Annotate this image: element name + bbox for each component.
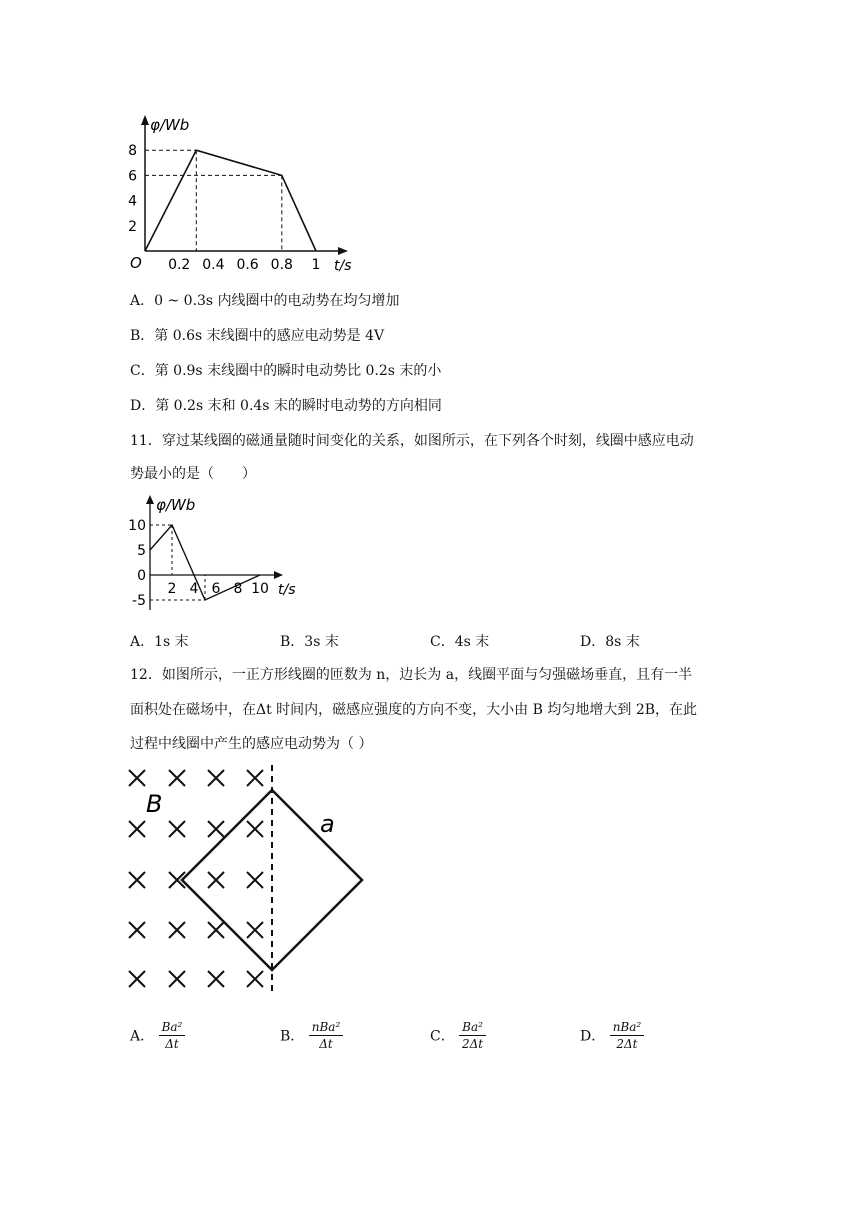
q12-stem-line1: 12．如图所示，一正方形线圈的匝数为 n，边长为 a，线圈平面与匀强磁场垂直，且有一半 xyxy=(130,667,693,683)
y-tick-label: 0 xyxy=(137,568,146,584)
x-tick-label: 4 xyxy=(189,581,199,597)
field-cross-icon xyxy=(208,770,224,786)
x-tick-label: 8 xyxy=(233,581,243,597)
field-cross-icon xyxy=(129,872,145,888)
q11-option-c[interactable]: C．4s 末 xyxy=(430,634,490,650)
series-line xyxy=(150,525,260,600)
q11-stem-line1: 11．穿过某线圈的磁通量随时间变化的关系，如图所示，在下列各个时刻，线圈中感应电动 xyxy=(130,433,694,449)
q11-stem-line2: 势最小的是（ ） xyxy=(130,466,256,482)
field-cross-icon xyxy=(247,971,263,987)
y-axis-label: φ/Wb xyxy=(156,496,196,514)
side-label-a: a xyxy=(320,810,335,838)
x-axis-arrow xyxy=(274,571,283,579)
q10-option-a[interactable]: A．0 ~ 0.3s 内线圈中的电动势在均匀增加 xyxy=(130,293,400,309)
field-cross-icon xyxy=(169,770,185,786)
field-cross-icon xyxy=(129,770,145,786)
x-tick-label: 0.2 xyxy=(168,257,191,273)
field-cross-icon xyxy=(247,770,263,786)
field-cross-icon xyxy=(208,872,224,888)
y-tick-label: 10 xyxy=(128,518,146,534)
field-cross-icon xyxy=(247,922,263,938)
q12-stem-line3: 过程中线圈中产生的感应电动势为（ ） xyxy=(130,736,373,752)
q12-option-b[interactable]: B． $\frac{\text{nBa²}}{\Delta t}$ xyxy=(280,1020,343,1051)
field-cross-icon xyxy=(208,922,224,938)
y-tick-label: 6 xyxy=(128,168,137,185)
field-cross-icon xyxy=(129,922,145,938)
series-line xyxy=(145,150,316,251)
x-tick-label: 0.4 xyxy=(202,257,225,273)
y-axis-arrow xyxy=(141,115,149,125)
magnetic-field-figure xyxy=(120,760,380,1000)
y-tick-label: 4 xyxy=(128,193,137,210)
x-tick-label: 0.6 xyxy=(236,257,259,273)
flux-chart-2 xyxy=(120,490,320,620)
origin-label: O xyxy=(130,254,142,272)
q11-option-d[interactable]: D．8s 末 xyxy=(580,634,640,650)
field-cross-icon xyxy=(169,821,185,837)
y-tick-label: -5 xyxy=(132,593,146,609)
x-axis-label: t/s xyxy=(334,258,352,274)
y-axis-label: φ/Wb xyxy=(150,116,190,134)
field-cross-icon xyxy=(247,872,263,888)
field-label-b: B xyxy=(146,790,163,818)
field-cross-icon xyxy=(208,821,224,837)
y-tick-label: 2 xyxy=(128,218,137,235)
field-cross-icon xyxy=(129,971,145,987)
y-tick-label: 5 xyxy=(137,543,146,559)
q10-option-c[interactable]: C．第 0.9s 末线圈中的瞬时电动势比 0.2s 末的小 xyxy=(130,363,442,379)
y-tick-label: 8 xyxy=(128,143,137,160)
x-tick-label: 0.8 xyxy=(270,257,293,273)
q12-stem-line2: 面积处在磁场中，在Δt 时间内，磁感应强度的方向不变，大小由 B 均匀地增大到 2B，在此 xyxy=(130,702,698,718)
q11-option-b[interactable]: B．3s 末 xyxy=(280,634,339,650)
x-tick-label: 1 xyxy=(311,257,321,273)
field-cross-icon xyxy=(247,821,263,837)
q12-option-a[interactable]: A． $\frac{\text{Ba²}}{\Delta t}$ xyxy=(130,1020,185,1051)
x-tick-label: 6 xyxy=(211,581,221,597)
q10-option-d[interactable]: D．第 0.2s 末和 0.4s 末的瞬时电动势的方向相同 xyxy=(130,398,442,414)
field-cross-icon xyxy=(129,821,145,837)
field-cross-icon xyxy=(208,971,224,987)
q12-option-c[interactable]: C． $\frac{\text{Ba²}}{2\Delta t}$ xyxy=(430,1020,486,1051)
q10-option-b[interactable]: B．第 0.6s 末线圈中的感应电动势是 4V xyxy=(130,328,385,344)
field-cross-icon xyxy=(169,971,185,987)
q11-option-a[interactable]: A．1s 末 xyxy=(130,634,189,650)
x-axis-arrow xyxy=(338,247,348,255)
q12-option-d[interactable]: D． $\frac{\text{nBa²}}{2\Delta t}$ xyxy=(580,1020,644,1051)
x-tick-label: 2 xyxy=(167,581,177,597)
x-tick-label: 10 xyxy=(251,581,269,597)
flux-chart-1 xyxy=(120,110,370,280)
y-axis-arrow xyxy=(146,495,154,504)
x-axis-label: t/s xyxy=(278,582,296,598)
field-cross-icon xyxy=(169,922,185,938)
